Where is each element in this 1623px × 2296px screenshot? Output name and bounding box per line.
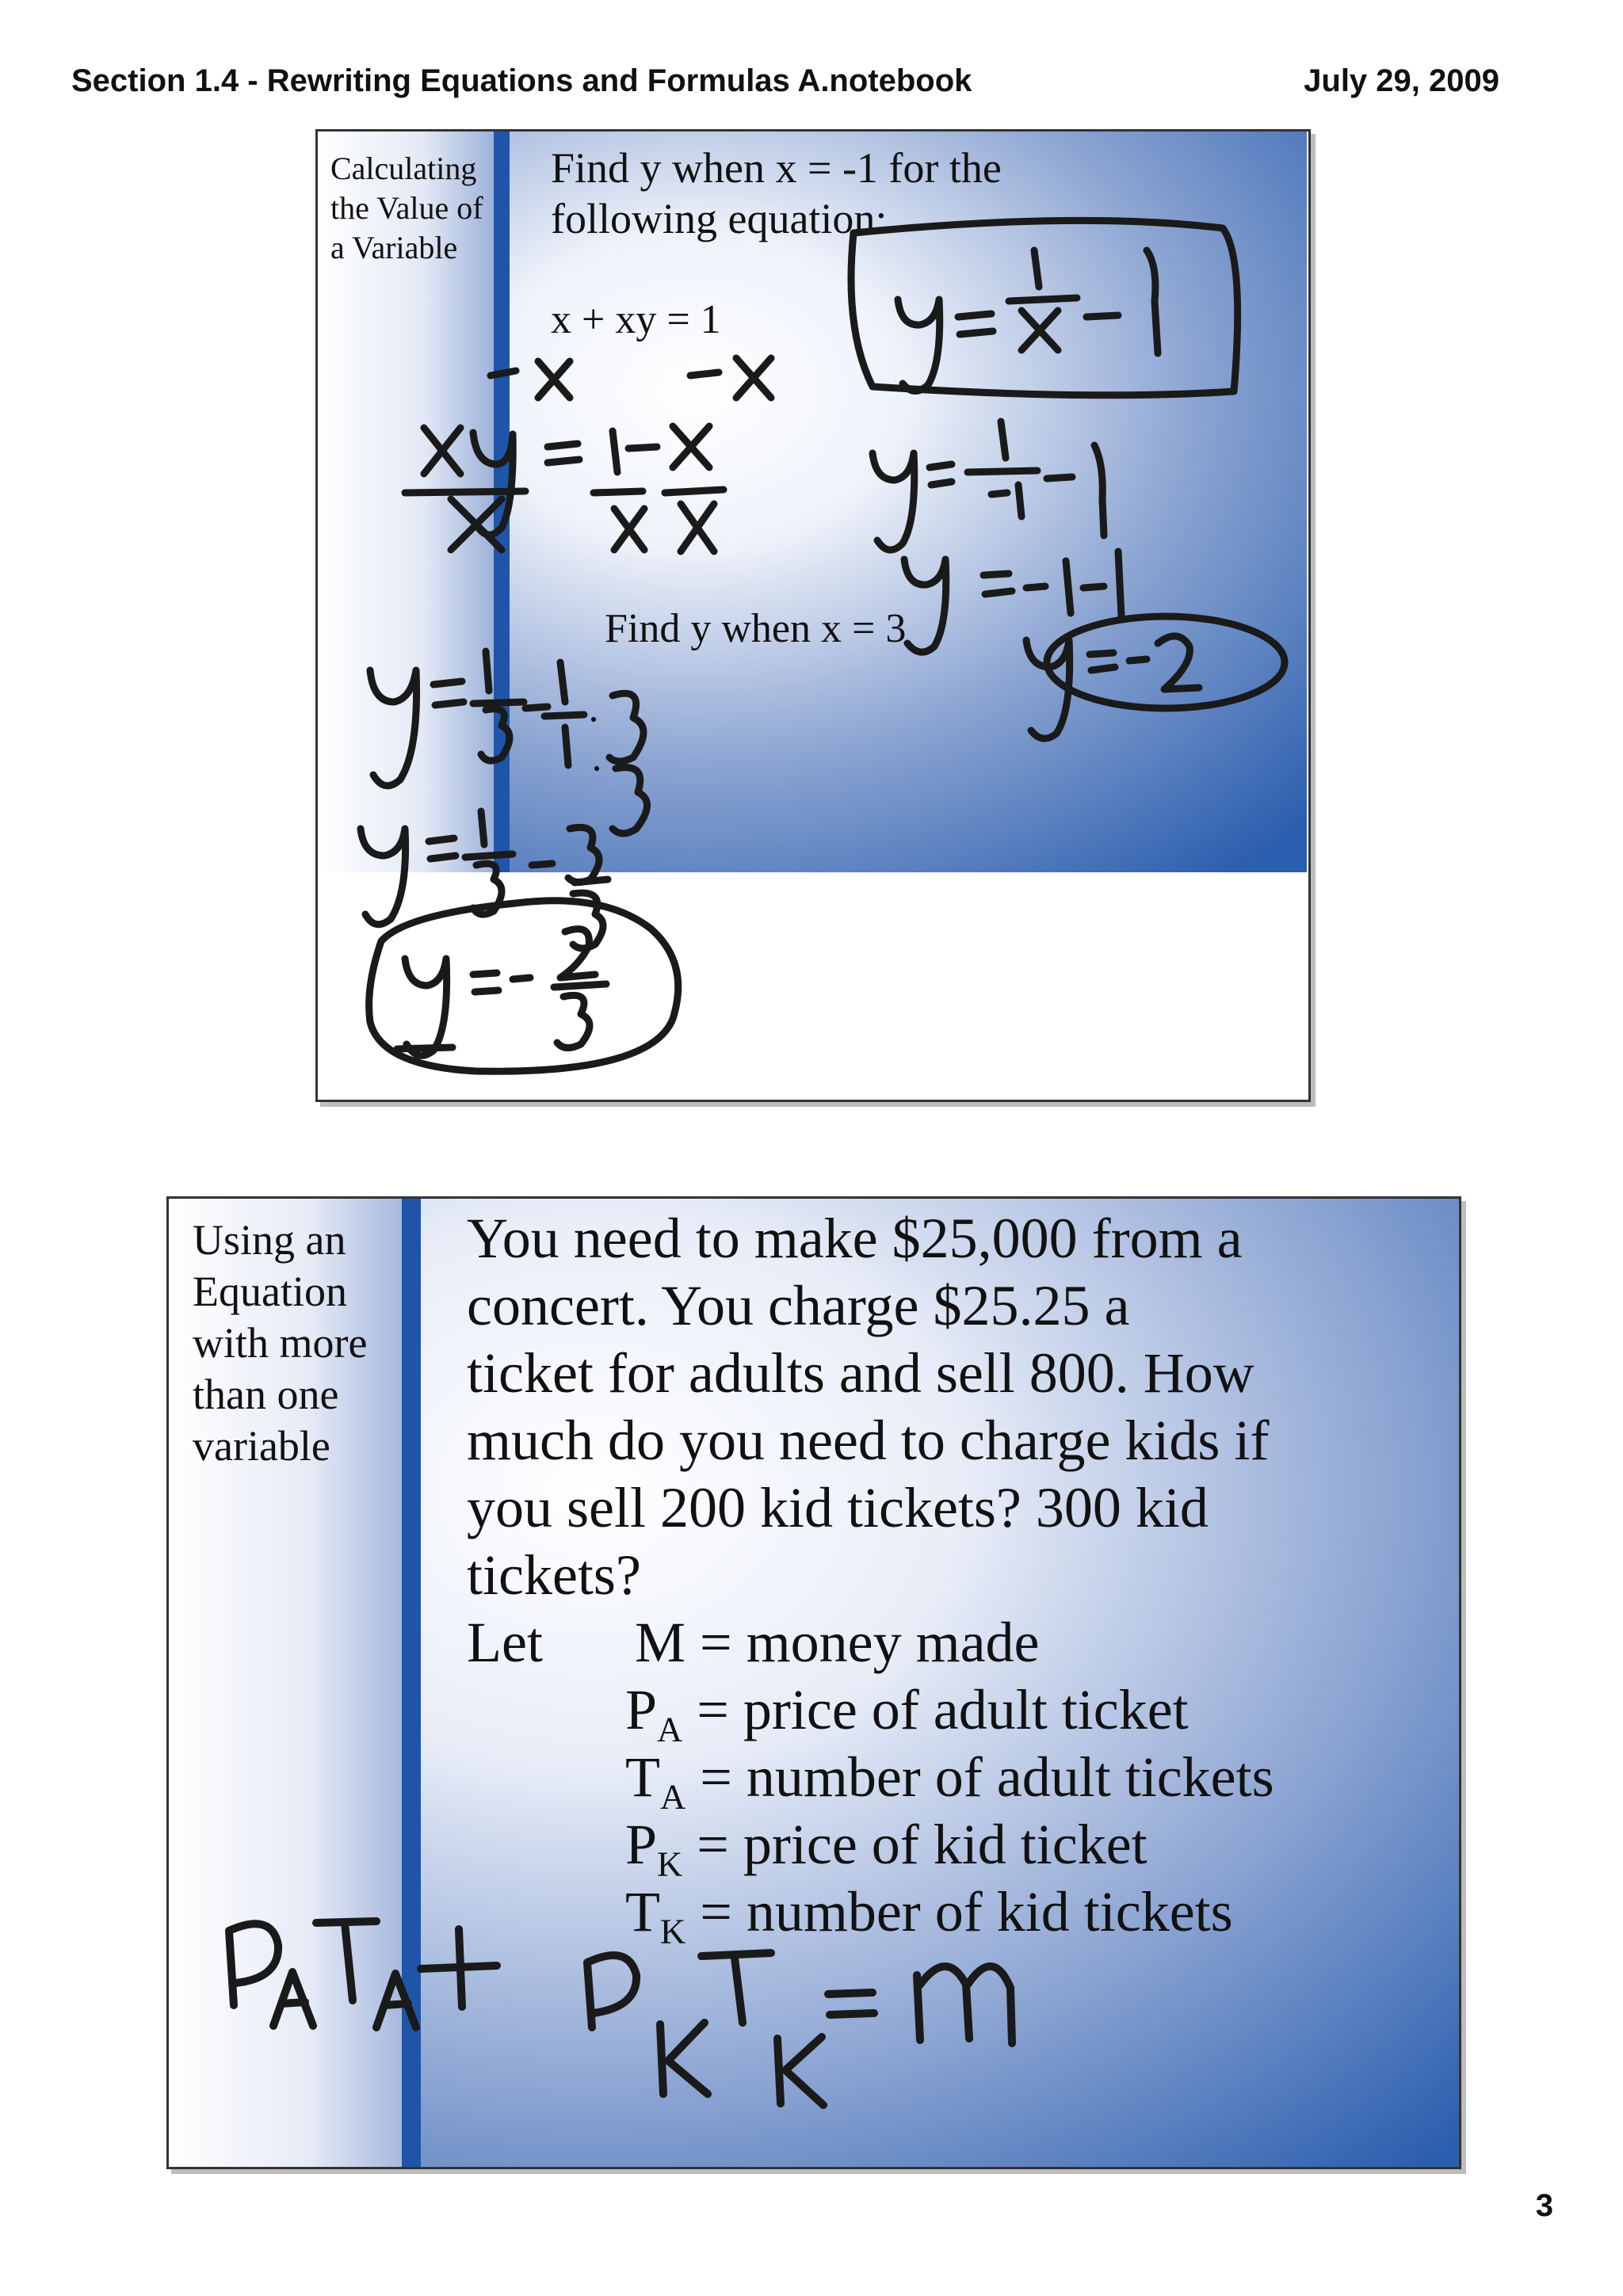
definition-kid-tickets: $T_K$ = number of kid tickets <box>625 1880 1233 1951</box>
slide-followup-question: Find y when x = 3 <box>605 606 907 651</box>
definition-money: M = money made <box>635 1611 1040 1674</box>
slide-equation-multiple-variables <box>166 1196 1461 2169</box>
handwritten-formula <box>169 1199 1459 2167</box>
slide-word-problem: You need to make $25,000 from a concert. You charge $25.25 a ticket for adults and sell 800. How much do you need to charge kids if you sell 200 kid tickets? 300 kid tickets? <box>467 1207 1270 1607</box>
page-number: 3 <box>1535 2188 1553 2223</box>
document-date: July 29, 2009 <box>1304 63 1499 98</box>
slide-equation: x + xy = 1 <box>551 297 721 342</box>
definition-kid-price: $P_K$ = price of kid ticket <box>625 1813 1148 1884</box>
slide-side-title: Using an Equation with more than one variable <box>193 1216 368 1470</box>
handwritten-solution <box>318 132 1308 1100</box>
slide-question: Find y when x = -1 for the following equation: <box>551 144 1002 242</box>
definition-adult-tickets: $T_A$ = number of adult tickets <box>625 1745 1274 1817</box>
slide-calculating-value <box>315 129 1311 1102</box>
let-label: Let <box>467 1611 543 1674</box>
document-title: Section 1.4 - Rewriting Equations and Formulas A.notebook <box>71 63 972 98</box>
definition-adult-price: $P_A$ = price of adult ticket <box>625 1678 1189 1749</box>
slide-side-title: Calculating the Value of a Variable <box>330 151 483 265</box>
